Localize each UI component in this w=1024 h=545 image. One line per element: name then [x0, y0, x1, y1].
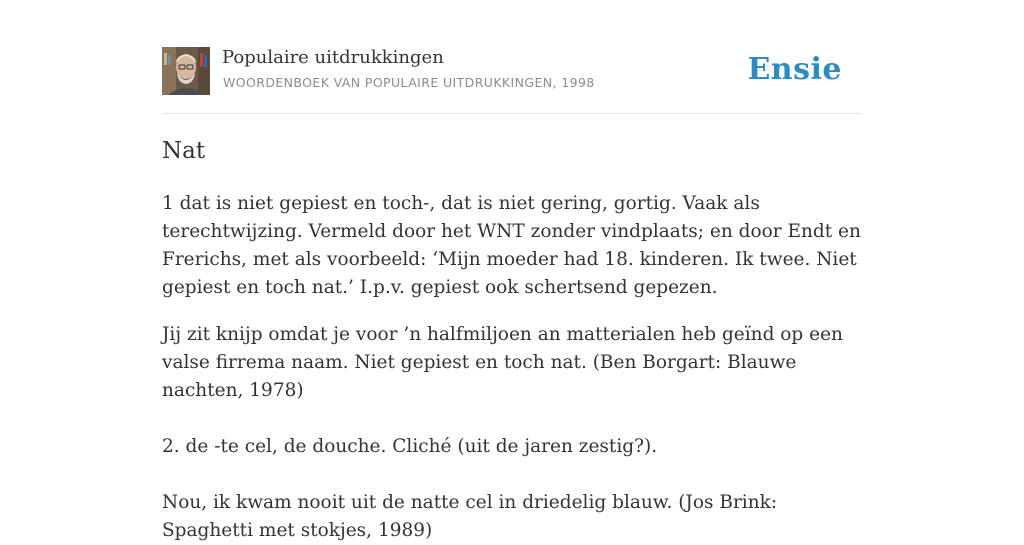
- entry-paragraph-3: 2. de -te cel, de douche. Cliché (uit de jaren zestig?).: [162, 436, 658, 457]
- header: [162, 0, 862, 114]
- entry-paragraph-2: Jij zit knijp omdat je voor ’n halfmiljoen an matterialen heb geïnd op een valse firrema naam. Niet gepiest en toch nat. (Ben Borgart: Blauwe nachten, 1978): [162, 324, 843, 401]
- entry-title: Nat: [162, 138, 206, 164]
- site-logo[interactable]: Ensie: [747, 52, 842, 87]
- page-container: [162, 0, 862, 541]
- source-subtitle: WOORDENBOEK VAN POPULAIRE UITDRUKKINGEN, 1998: [223, 75, 595, 90]
- source-title[interactable]: Populaire uitdrukkingen: [222, 47, 444, 68]
- author-portrait-icon[interactable]: [162, 47, 210, 95]
- entry-content: [162, 190, 862, 545]
- entry-paragraph-1: 1 dat is niet gepiest en toch-, dat is niet gering, gortig. Vaak als terechtwijzing. Vermeld door het WNT zonder vindplaats; en door Endt en Frerichs, met als voorbeeld: ‘Mijn moeder had 18. kinderen. Ik twee. Niet gepiest en toch nat.’ I.p.v. gepiest ook schertsend gepezen.: [162, 193, 861, 298]
- entry-paragraph-4: Nou, ik kwam nooit uit de natte cel in driedelig blauw. (Jos Brink: Spaghetti met stokjes, 1989): [162, 492, 778, 541]
